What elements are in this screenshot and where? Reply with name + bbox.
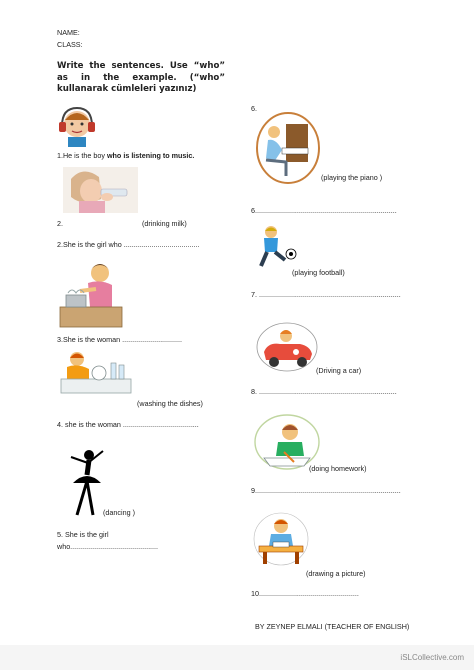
item-2-answer-line: 2.She is the girl who ...................................... [57,240,200,249]
item-6-answer-line: 6....................................................................... [251,206,397,215]
item-1-answer: who is listening to music. [106,151,195,160]
boy-football-picture [255,224,297,272]
item-10-hint: (drawing a picture) [306,569,366,578]
boy-homework-picture [254,414,320,470]
item-4-answer-line: 4. she is the woman ...................................... [57,420,199,429]
woman-washing-dishes-picture [59,349,133,395]
watermark-link[interactable]: iSLCollective.com [400,653,464,662]
item-2-number: 2. [57,219,63,228]
item-5-hint: (dancing ) [103,508,135,517]
child-driving-car-picture [256,322,318,372]
item-6-hint: (playing the piano ) [321,173,383,182]
boy-headphones-picture [56,104,98,148]
item-1-sentence [57,151,194,160]
child-drawing-picture [253,512,309,566]
girl-drinking-picture [63,167,138,213]
boy-piano-picture [256,112,320,184]
author-credit: BY ZEYNEP ELMALI (TEACHER OF ENGLISH) [255,622,410,631]
class-label: CLASS: [57,40,83,49]
item-8-hint: (Driving a car) [316,366,362,375]
item-3-answer-line: 3.She is the woman .............................. [57,335,183,344]
item-5-answer-line-1: 5. She is the girl [57,530,109,539]
item-9-answer-line: 9......................................................................... [251,486,401,495]
item-2-hint: (drinking milk) [142,219,187,228]
item-6-number: 6. [251,104,257,113]
item-10-answer-line: 10.................................................. [251,589,359,598]
item-7-answer-line: 7. ....................................................................... [251,290,401,299]
item-3-hint: (washing the dishes) [137,399,203,408]
item-7-hint: (playing football) [292,268,345,277]
item-5-answer-line-2: who............................................ [57,542,159,551]
dancer-silhouette-picture [59,445,109,517]
item-1-prefix: 1.He is the boy [57,151,107,160]
instructions: Write the sentences. Use “who” as in the example. (“who” kullanarak cümleleri yazınız) [57,61,225,94]
item-9-hint: (doing homework) [309,464,367,473]
name-label: NAME: [57,28,80,37]
item-8-answer-line: 8. ..................................................................... [251,387,397,396]
woman-cooking-picture [56,259,126,329]
